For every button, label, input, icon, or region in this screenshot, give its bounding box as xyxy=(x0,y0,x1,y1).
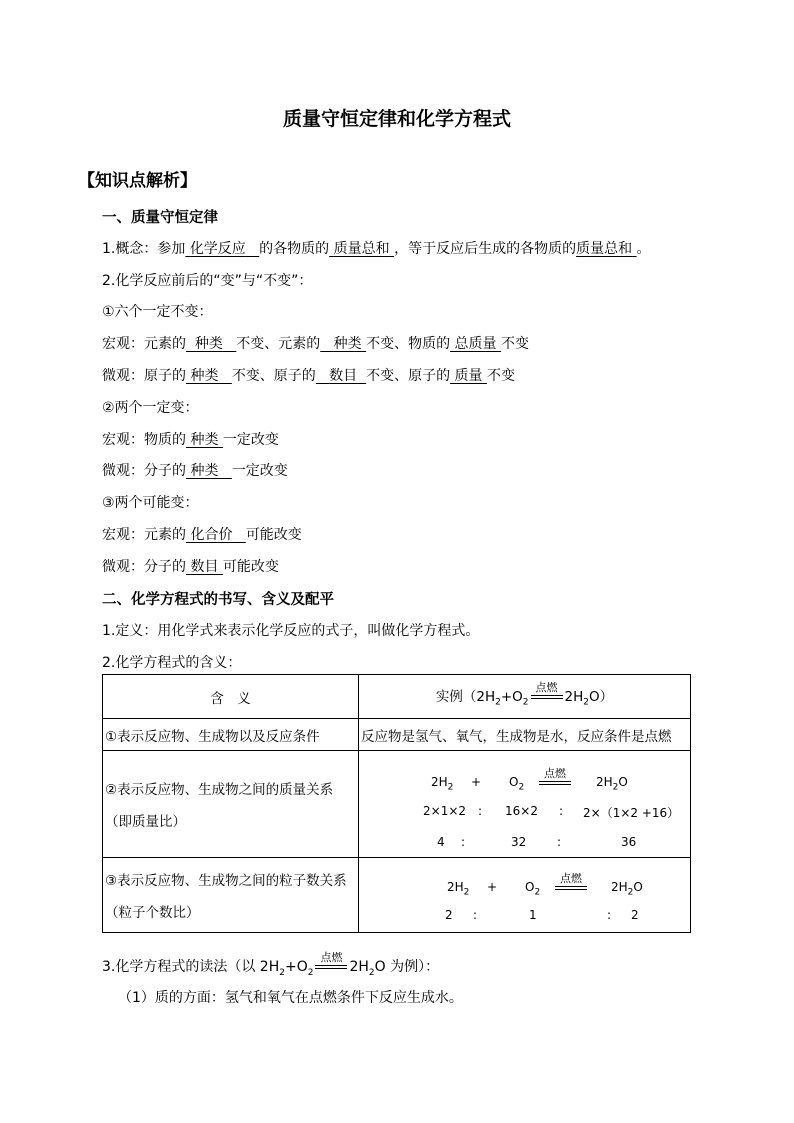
row3-meaning xyxy=(103,858,359,933)
row1-example: 反应物是氢气、氧气，生成物是水，反应条件是点燃 xyxy=(359,719,691,751)
reading-intro: 3.化学方程式的读法（以 $2H_2+O_2$ 点燃 $2H_2O$ 为例）： xyxy=(102,951,440,978)
table-row xyxy=(103,751,691,858)
row2-example: $2H_2$ + $O_2$ 点燃 $2H_2O$ 2×1×2 : 16×2 : 2×（1×2 +16） 4 : 32 : 36 xyxy=(359,751,691,858)
blank-answer: 质量总和 xyxy=(576,241,633,257)
part1-heading: 一、质量守恒定律 xyxy=(102,210,218,226)
blank-answer: 种类 xyxy=(190,368,219,384)
row3-example: $2H_2$ + $O_2$ 点燃 $2H_2O$ 2 : 1 : 2 xyxy=(359,858,691,933)
section-header: 【知识点解析】 xyxy=(78,171,197,191)
meaning-table xyxy=(102,674,691,933)
six-macro-line: 宏观：元素的 种类 不变、元素的 种类 不变、物质的 总质量 不变 xyxy=(102,336,529,352)
header-meaning: 含 义 xyxy=(103,675,359,719)
blank-answer: 数目 xyxy=(190,559,219,575)
maybe-micro-line: 微观：分子的 数目 可能改变 xyxy=(102,559,279,575)
blank-answer: 种类 xyxy=(333,336,362,352)
reaction-arrow: 点燃 xyxy=(531,692,563,702)
blank-answer: 数目 xyxy=(329,368,358,384)
two-macro-line: 宏观：物质的 种类 一定改变 xyxy=(102,432,279,448)
table-row xyxy=(103,858,691,933)
reaction-arrow: 点燃 xyxy=(315,962,347,972)
text: 1.概念：参加 xyxy=(102,241,186,257)
reading-quality: （1）质的方面：氢气和氧气在点燃条件下反应生成水。 xyxy=(118,990,463,1006)
reaction-arrow: 点燃 xyxy=(539,778,571,788)
header-example: 实例（$2H_2+O_2$ 点燃 $2H_2O$） xyxy=(359,675,691,719)
text: ③表示反应物、生成物之间的粒子数关系 xyxy=(105,873,347,889)
table-row xyxy=(103,719,691,751)
six-micro-line: 微观：原子的 种类 不变、原子的 数目 不变、原子的 质量 不变 xyxy=(102,368,515,384)
text: 。 xyxy=(636,241,651,257)
part2-heading: 二、化学方程式的书写、含义及配平 xyxy=(102,592,334,608)
blank-answer: 总质量 xyxy=(454,336,497,352)
concept-line xyxy=(102,238,651,258)
table-header-row xyxy=(103,675,691,719)
row1-meaning: ①表示反应物、生成物以及反应条件 xyxy=(103,719,359,751)
blank-answer: 化合价 xyxy=(190,527,233,543)
change-intro: 2.化学反应前后的“变”与“不变”： xyxy=(102,273,313,289)
blank-answer: 化学反应 xyxy=(189,241,246,257)
blank-answer: 种类 xyxy=(194,336,223,352)
six-unchanged-title: ①六个一定不变： xyxy=(102,304,213,320)
text: （粒子个数比） xyxy=(105,905,200,921)
definition-line: 1.定义：用化学式来表示化学反应的式子，叫做化学方程式。 xyxy=(102,623,480,639)
maybe-changed-title: ③两个可能变： xyxy=(102,495,199,511)
blank-answer: 种类 xyxy=(190,463,219,479)
text: 的各物质的 xyxy=(259,241,330,257)
meaning-intro: 2.化学方程式的含义： xyxy=(102,655,242,671)
text: （即质量比） xyxy=(105,814,186,830)
reaction-arrow: 点燃 xyxy=(555,883,587,893)
text: ，等于反应后生成的各物质的 xyxy=(394,241,577,257)
maybe-macro-line: 宏观：元素的 化合价 可能改变 xyxy=(102,527,302,543)
blank-answer: 质量总和 xyxy=(333,241,390,257)
row2-meaning xyxy=(103,751,359,858)
blank-answer: 质量 xyxy=(454,368,483,384)
two-micro-line: 微观：分子的 种类 一定改变 xyxy=(102,463,288,479)
two-changed-title: ②两个一定变： xyxy=(102,400,199,416)
text: ②表示反应物、生成物之间的质量关系 xyxy=(105,782,334,798)
blank-answer: 种类 xyxy=(190,432,219,448)
page-title: 质量守恒定律和化学方程式 xyxy=(282,108,511,130)
